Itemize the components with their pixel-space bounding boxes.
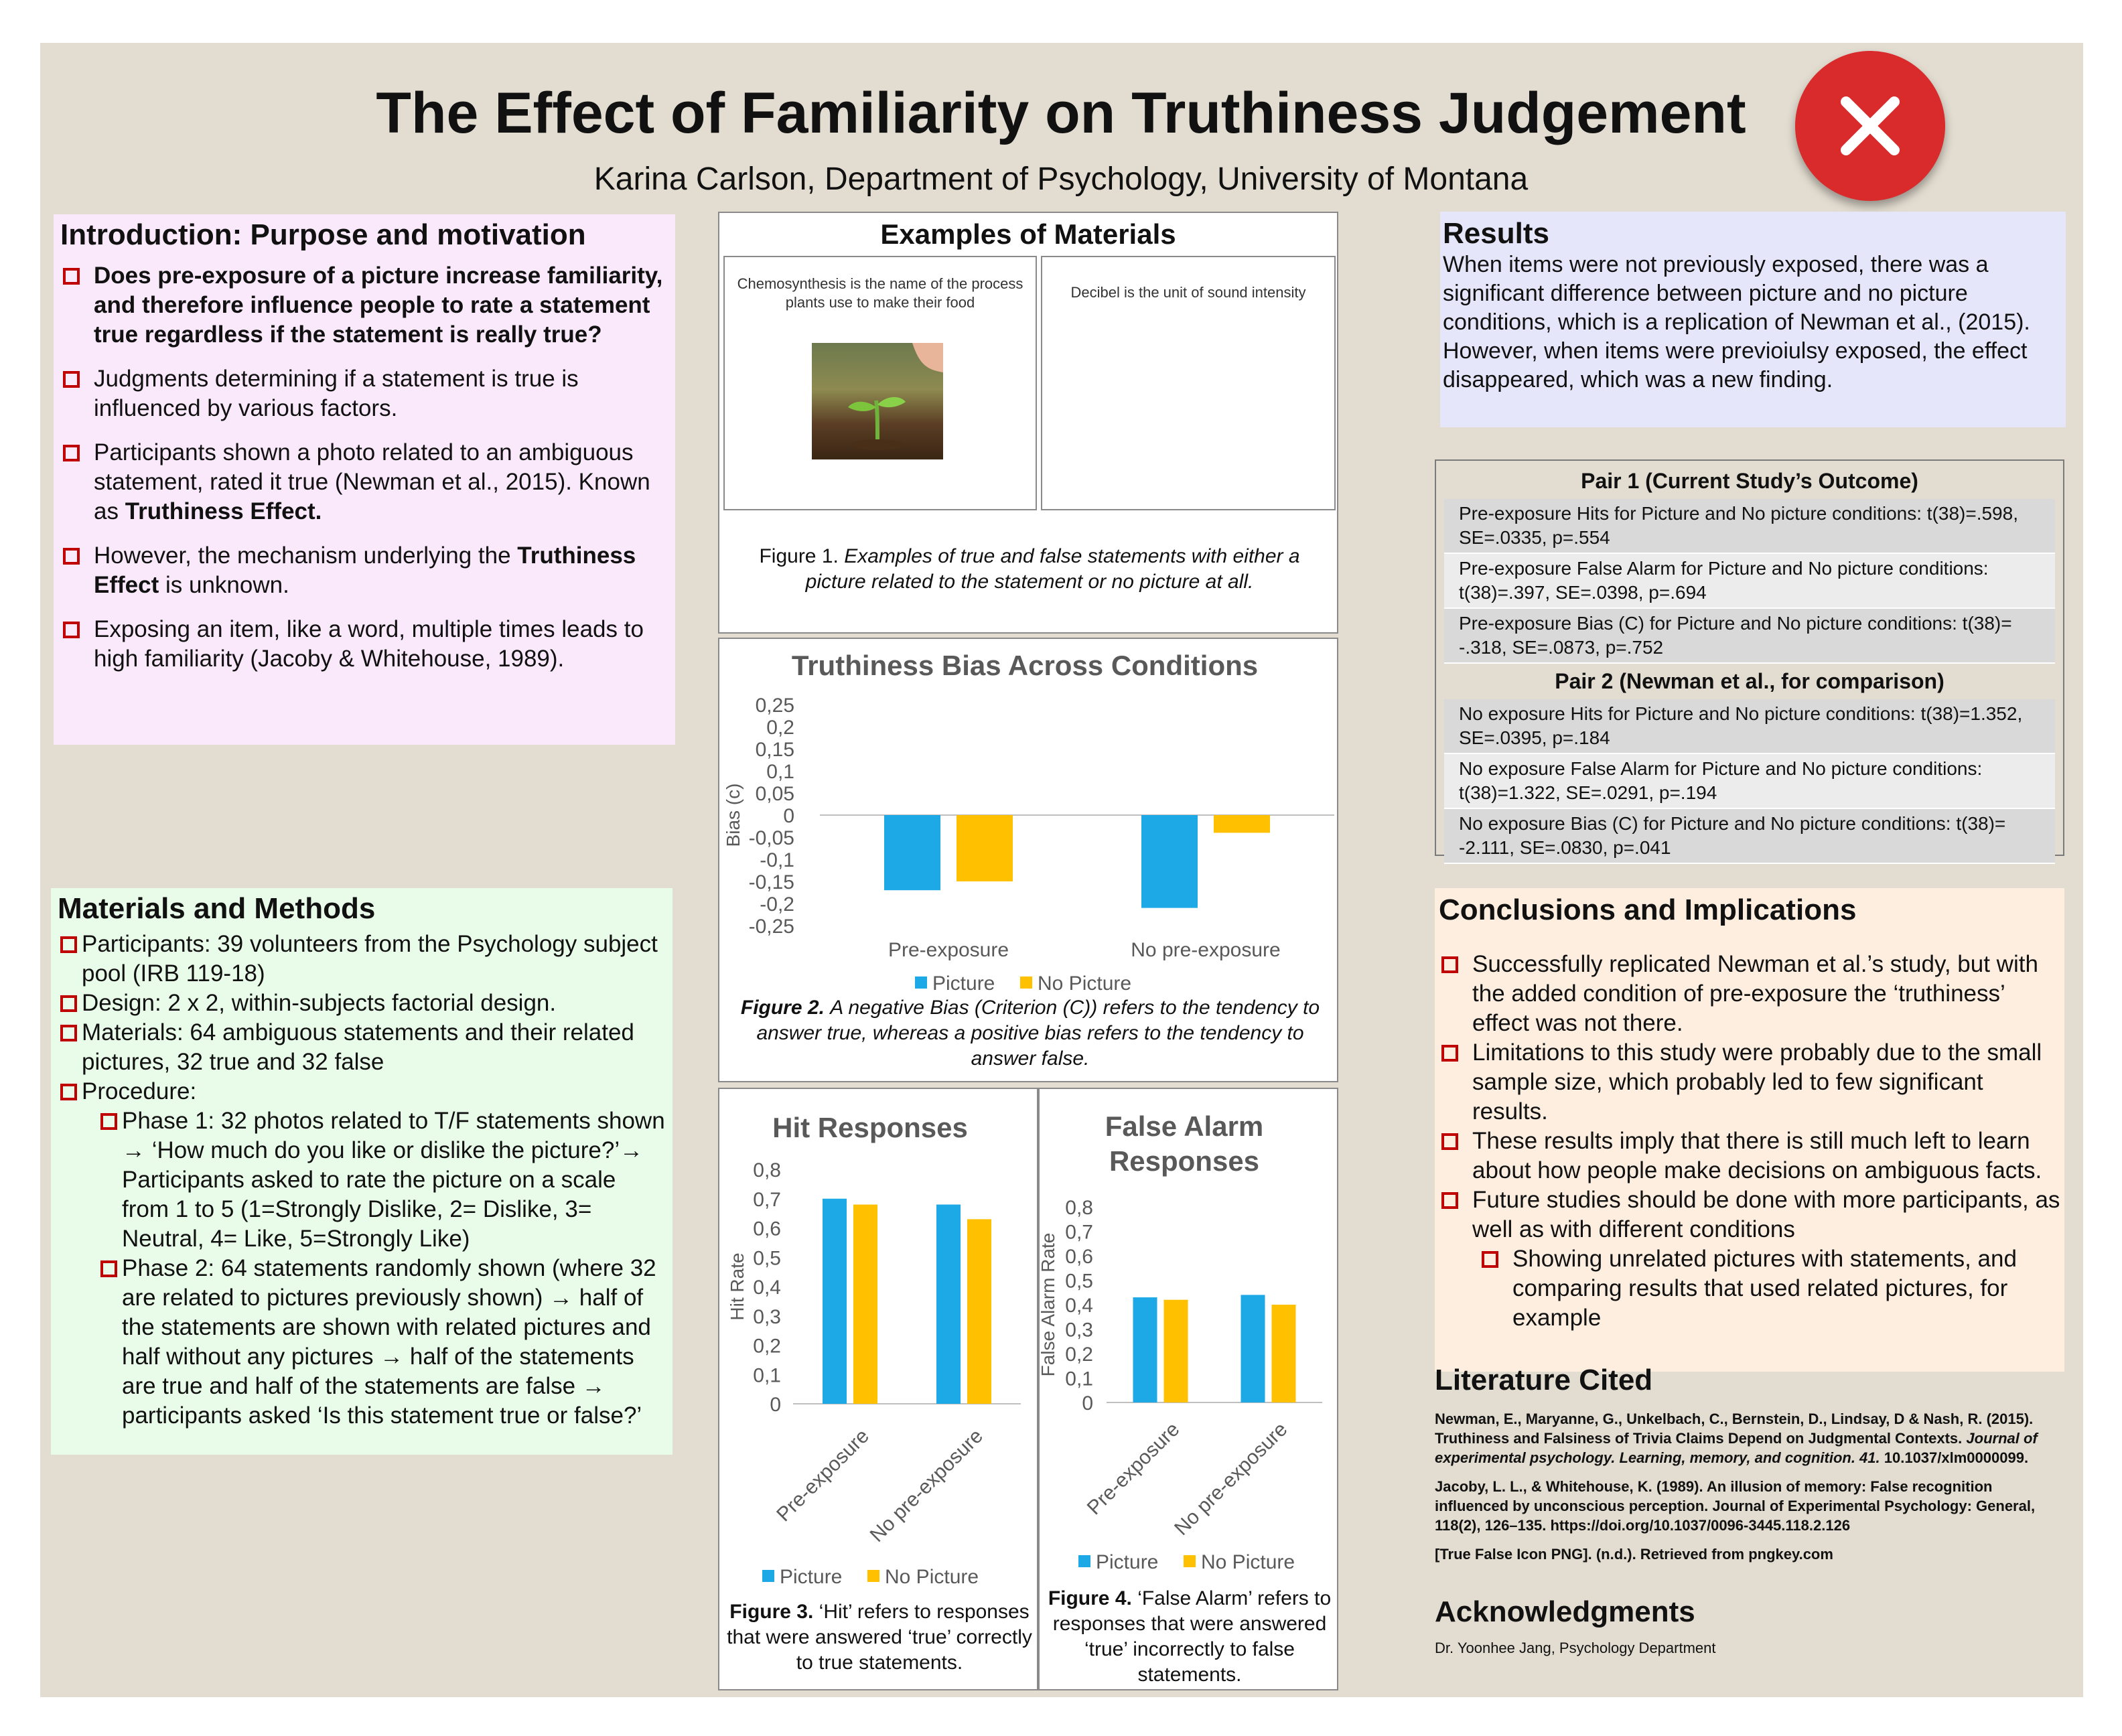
legend-label: No Picture xyxy=(885,1566,979,1588)
intro-item: Participants shown a photo related to an ambiguous statement, rated it true (Newman et al., 2015). Known as Truthiness Effect. xyxy=(60,438,668,526)
literature-section xyxy=(1435,1364,2064,1573)
stats-table xyxy=(1435,459,2064,856)
example-statement-false: Decibel is the unit of sound intensity xyxy=(1070,284,1306,301)
pair1-title: Pair 1 (Current Study’s Outcome) xyxy=(1581,469,1918,493)
table-row: No exposure False Alarm for Picture and No picture conditions: t(38)=1.322, SE=.0291, p=.194 xyxy=(1444,754,2055,809)
y-tick-label: 0,1 xyxy=(753,1364,781,1387)
y-tick-label: -0,05 xyxy=(748,827,794,849)
legend-swatch xyxy=(1078,1555,1090,1567)
y-tick-label: 0,7 xyxy=(753,1188,781,1211)
examples-panel xyxy=(718,212,1338,634)
table-row: Pre-exposure False Alarm for Picture and No picture conditions: t(38)=.397, SE=.0398, p=.694 xyxy=(1444,554,2055,609)
y-tick-label: -0,15 xyxy=(748,871,794,893)
legend-label: Picture xyxy=(1096,1551,1159,1573)
y-tick-label: 0,6 xyxy=(1065,1246,1093,1268)
results-heading: Results xyxy=(1443,217,1549,250)
bar-picture xyxy=(823,1199,847,1404)
table-row: Pre-exposure Bias (C) for Picture and No picture conditions: t(38)= -.318, SE=.0873, p=.752 xyxy=(1444,609,2055,664)
bar-no-picture xyxy=(967,1219,991,1404)
conclusion-item: Successfully replicated Newman et al.’s study, but with the added condition of pre-exposure the ‘truthiness’ effect was not there. xyxy=(1439,950,2060,1038)
reference-item: Newman, E., Maryanne, G., Unkelbach, C., Bernstein, D., Lindsay, D & Nash, R. (2015). Truthiness and Falsiness of Trivia Claims Depend on Judgmental Contexts. Journal of experimental psychology. Learning, memory, and cognition. 41. 10.1037/xlm0000099. xyxy=(1435,1410,2038,1466)
bar-no-picture xyxy=(957,815,1013,881)
fa-chart-panel xyxy=(1038,1088,1338,1690)
bar-no-picture xyxy=(853,1205,877,1404)
example-card-no-picture xyxy=(1041,256,1336,510)
bar-picture xyxy=(1133,1297,1157,1402)
conclusions-heading: Conclusions and Implications xyxy=(1439,893,1857,926)
poster-author: Karina Carlson, Department of Psychology, University of Montana xyxy=(593,161,1529,197)
conclusion-subitem: Showing unrelated pictures with statements, and comparing results that used related pictures, for example xyxy=(1479,1244,2060,1333)
intro-item: Does pre-exposure of a picture increase familiarity, and therefore influence people to rate a statement true regardless if the statement is really true? xyxy=(60,261,668,350)
y-tick-label: 0,4 xyxy=(753,1277,781,1299)
bar-no-picture xyxy=(1164,1300,1188,1402)
table-row: Pre-exposure Hits for Picture and No picture conditions: t(38)=.598, SE=.0335, p=.554 xyxy=(1444,499,2055,554)
y-tick-label: 0,8 xyxy=(753,1159,781,1181)
intro-item: Exposing an item, like a word, multiple times leads to high familiarity (Jacoby & Whitehouse, 1989). xyxy=(60,615,668,674)
y-tick-label: 0 xyxy=(1082,1392,1093,1415)
bar-picture xyxy=(936,1205,961,1404)
methods-item: Design: 2 x 2, within-subjects factorial design. xyxy=(58,989,666,1018)
table-row: No exposure Bias (C) for Picture and No picture conditions: t(38)= -2.111, SE=.0830, p=.041 xyxy=(1444,809,2055,864)
intro-item: Judgments determining if a statement is true is influenced by various factors. xyxy=(60,364,668,423)
y-tick-label: -0,1 xyxy=(760,849,794,871)
y-tick-label: 0,2 xyxy=(766,717,794,739)
y-tick-label: 0,2 xyxy=(753,1335,781,1358)
legend-swatch xyxy=(867,1570,879,1582)
x-glyph xyxy=(1795,51,1945,201)
intro-panel xyxy=(54,214,675,745)
figure4-caption: Figure 4. ‘False Alarm’ refers to responses that were answered ‘true’ incorrectly to false statements. xyxy=(1048,1587,1332,1686)
poster-title: The Effect of Familiarity on Truthiness Judgement xyxy=(376,81,1746,145)
acknowledgments-heading: Acknowledgments xyxy=(1435,1595,1695,1628)
category-label: Pre-exposure xyxy=(772,1425,873,1526)
legend-swatch xyxy=(1184,1555,1196,1567)
y-axis-label: False Alarm Rate xyxy=(1040,1232,1058,1377)
methods-phase: Phase 1: 32 photos related to T/F statements shown → ‘How much do you like or dislike the picture?’→ Participants asked to rate the picture on a scale from 1 to 5 (1=Strongly Dislike, 2= Dislike, 3= Neutral, 4= Like, 5=Strongly Like) xyxy=(98,1106,666,1254)
chart-title: Responses xyxy=(1109,1145,1260,1177)
y-tick-label: 0,8 xyxy=(1065,1197,1093,1219)
y-tick-label: 0,6 xyxy=(753,1218,781,1240)
figure2-caption: Figure 2. A negative Bias (Criterion (C)) refers to the tendency to answer true, whereas a positive bias refers to the tendency to answer false. xyxy=(740,997,1320,1070)
intro-item: However, the mechanism underlying the Truthiness Effect is unknown. xyxy=(60,541,668,600)
y-tick-label: 0,3 xyxy=(1065,1319,1093,1342)
example-statement-true: Chemosynthesis is the name of the process plants use to make their food xyxy=(737,275,1023,311)
chart-title: False Alarm xyxy=(1105,1110,1264,1142)
y-tick-label: 0,15 xyxy=(755,739,794,761)
table-row: No exposure Hits for Picture and No picture conditions: t(38)=1.352, SE=.0395, p=.184 xyxy=(1444,699,2055,754)
chart-title: Truthiness Bias Across Conditions xyxy=(791,650,1259,681)
y-tick-label: -0,25 xyxy=(748,916,794,938)
literature-heading: Literature Cited xyxy=(1435,1364,1653,1396)
y-tick-label: 0,1 xyxy=(766,761,794,783)
y-tick-label: 0 xyxy=(770,1394,781,1416)
bar-no-picture xyxy=(1214,815,1270,833)
y-tick-label: 0,25 xyxy=(755,695,794,717)
acknowledgments-text: Dr. Yoonhee Jang, Psychology Department xyxy=(1435,1640,1716,1656)
category-label: Pre-exposure xyxy=(1082,1418,1184,1520)
seedling-image xyxy=(812,343,943,459)
methods-phase: Phase 2: 64 statements randomly shown (where 32 are related to pictures previously shown) → half of the statements are shown with related pictures and half without any pictures → half of the statements are true and half of the statements are false → participants asked ‘Is this statement true or false?’ xyxy=(98,1254,666,1431)
bar-no-picture xyxy=(1272,1305,1296,1402)
legend-label: Picture xyxy=(780,1566,843,1588)
acknowledgments-section xyxy=(1435,1595,2064,1657)
legend-swatch xyxy=(762,1570,774,1582)
bar-picture xyxy=(884,815,940,890)
methods-item: Procedure: xyxy=(58,1077,666,1106)
x-close-icon xyxy=(1795,51,1945,201)
results-text: When items were not previously exposed, there was a significant difference between picture and no picture conditions, which is a replication of Newman et al., (2015). However, when items were previoiulsy exposed, the effect disappeared, which was a new finding. xyxy=(1443,252,2030,392)
hit-chart-panel xyxy=(718,1088,1038,1690)
conclusion-item: Future studies should be done with more participants, as well as with different conditions xyxy=(1439,1185,2060,1244)
conclusion-item: These results imply that there is still much left to learn about how people make decisions on ambiguous facts. xyxy=(1439,1127,2060,1185)
methods-item: Materials: 64 ambiguous statements and their related pictures, 32 true and 32 false xyxy=(58,1018,666,1077)
chart-title: Hit Responses xyxy=(772,1112,968,1143)
conclusions-panel xyxy=(1435,888,2064,1372)
conclusion-item: Limitations to this study were probably due to the small sample size, which probably led to few significant results. xyxy=(1439,1038,2060,1127)
example-card-picture xyxy=(723,256,1037,510)
methods-item: Participants: 39 volunteers from the Psychology subject pool (IRB 119-18) xyxy=(58,930,666,989)
results-panel xyxy=(1440,212,2066,427)
seedling-icon xyxy=(812,343,943,459)
legend-label: Picture xyxy=(932,972,995,995)
reference-item: [True False Icon PNG]. (n.d.). Retrieved from pngkey.com xyxy=(1435,1546,1833,1563)
y-tick-label: 0,05 xyxy=(755,783,794,805)
methods-panel xyxy=(51,888,673,1455)
y-tick-label: 0,2 xyxy=(1065,1344,1093,1366)
legend-swatch xyxy=(915,976,927,989)
figure3-caption: Figure 3. ‘Hit’ refers to responses that were answered ‘true’ correctly to true statements. xyxy=(727,1601,1032,1674)
bias-chart-panel xyxy=(718,638,1338,1082)
y-tick-label: 0,7 xyxy=(1065,1221,1093,1244)
y-tick-label: 0,5 xyxy=(1065,1270,1093,1293)
intro-heading: Introduction: Purpose and motivation xyxy=(60,218,586,251)
false-alarm-chart xyxy=(1040,1089,1337,1591)
bar-picture xyxy=(1241,1295,1265,1402)
category-label: No pre-exposure xyxy=(865,1425,987,1546)
y-tick-label: -0,2 xyxy=(760,893,794,916)
y-tick-label: 0,5 xyxy=(753,1247,781,1270)
legend-label: No Picture xyxy=(1038,972,1132,995)
y-tick-label: 0 xyxy=(783,805,794,827)
legend-swatch xyxy=(1020,976,1032,989)
pair2-title: Pair 2 (Newman et al., for comparison) xyxy=(1555,669,1944,693)
bias-chart xyxy=(719,639,1337,1014)
y-tick-label: 0,4 xyxy=(1065,1295,1093,1317)
legend-label: No Picture xyxy=(1201,1551,1295,1573)
category-label: No pre-exposure xyxy=(1131,939,1281,961)
reference-item: Jacoby, L. L., & Whitehouse, K. (1989). An illusion of memory: False recognition influenced by unconscious perception. Journal of Experimental Psychology: General, 118(2), 126–135. https://doi.org/10.1037/0096-3445.118.2.126 xyxy=(1435,1478,2036,1534)
methods-heading: Materials and Methods xyxy=(58,892,376,925)
category-label: Pre-exposure xyxy=(888,939,1009,961)
y-axis-label: Hit Rate xyxy=(727,1252,748,1321)
category-label: No pre-exposure xyxy=(1170,1418,1292,1540)
examples-heading: Examples of Materials xyxy=(880,218,1176,250)
hit-chart xyxy=(719,1089,1037,1599)
figure1-caption: Figure 1. Examples of true and false statements with either a picture related to the statement or no picture at all. xyxy=(759,545,1300,593)
y-tick-label: 0,1 xyxy=(1065,1368,1093,1390)
y-tick-label: 0,3 xyxy=(753,1305,781,1328)
y-axis-label: Bias (c) xyxy=(723,783,744,847)
bar-picture xyxy=(1141,815,1198,908)
